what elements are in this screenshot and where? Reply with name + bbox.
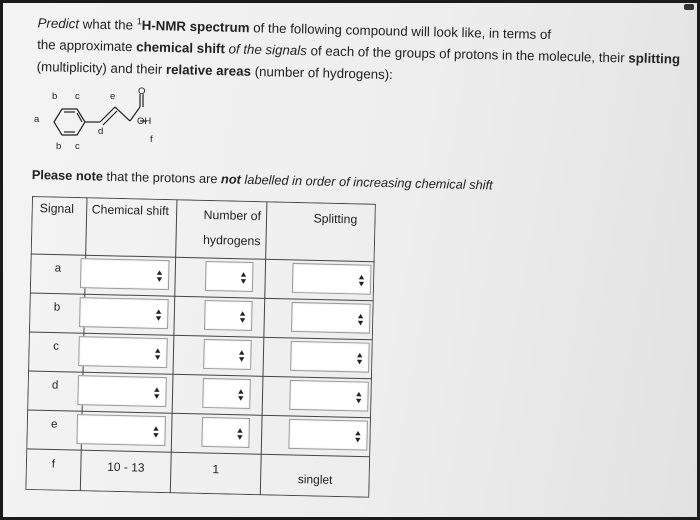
- up-down-arrows-icon: ▴ ▾: [154, 383, 161, 401]
- label-c: c: [75, 91, 80, 102]
- question-text-part: (number of hydrogens):: [250, 64, 394, 83]
- label-d: d: [98, 126, 104, 137]
- header-hydrogens: hydrogens: [202, 232, 261, 249]
- up-down-arrows-icon: ▴ ▾: [155, 344, 162, 362]
- splitting-select-c[interactable]: [290, 341, 370, 373]
- row-signal-a: a: [54, 262, 62, 275]
- up-down-arrows-icon: ▴ ▾: [156, 305, 162, 323]
- superscript-one: 1: [136, 16, 142, 27]
- up-down-arrows-icon: ▴ ▾: [356, 388, 363, 406]
- up-down-arrows-icon: ▴ ▾: [355, 427, 362, 445]
- question-text-part: what the: [78, 16, 137, 33]
- label-e: e: [110, 91, 116, 102]
- note-text: [32, 167, 512, 193]
- cinnamic-acid-structure: [30, 86, 165, 156]
- up-down-arrows-icon: ▴ ▾: [240, 307, 246, 325]
- question-italic-term: of the signals: [224, 41, 308, 59]
- hydrogens-select-a[interactable]: [205, 261, 254, 292]
- header-splitting: Splitting: [313, 211, 358, 227]
- up-down-arrows-icon: ▴ ▾: [238, 385, 245, 403]
- question-word-predict: Predict: [37, 15, 80, 32]
- splitting-select-a[interactable]: [292, 263, 372, 295]
- question-text-part: (multiplicity) and their: [36, 59, 167, 78]
- corner-mark: [684, 4, 694, 10]
- header-signal: Signal: [39, 201, 75, 216]
- note-bold: Please note: [31, 167, 104, 184]
- hydrogens-select-b[interactable]: [204, 300, 253, 331]
- header-chemical-shift: Chemical shift: [91, 202, 170, 219]
- hydrogens-select-d[interactable]: [202, 378, 251, 409]
- label-a: a: [34, 114, 40, 125]
- hydrogens-select-c[interactable]: [203, 339, 252, 370]
- question-bold-term: H-NMR spectrum: [141, 17, 250, 36]
- label-f: f: [150, 134, 153, 145]
- nmr-table: [25, 196, 376, 498]
- question-text-part: of each of the groups of protons in the molecule, their: [306, 43, 629, 66]
- up-down-arrows-icon: ▴ ▾: [239, 346, 246, 364]
- question-text-part: the approximate: [36, 37, 137, 55]
- chemical-shift-select-b[interactable]: [79, 297, 169, 329]
- hydrogens-select-e[interactable]: [201, 417, 250, 448]
- splitting-select-e[interactable]: [288, 419, 368, 451]
- chemical-shift-value-f: 10 - 13: [107, 459, 145, 475]
- splitting-select-d[interactable]: [289, 380, 369, 412]
- label-oh: OH: [137, 116, 152, 127]
- question-bold-term: chemical shift: [136, 39, 226, 57]
- question-bold-term: relative areas: [165, 62, 252, 80]
- row-signal-f: f: [51, 458, 56, 471]
- row-signal-d: d: [51, 379, 59, 392]
- splitting-select-b[interactable]: [291, 302, 371, 334]
- up-down-arrows-icon: ▴ ▾: [153, 422, 160, 440]
- note-italic: labelled in order of increasing chemical shift: [240, 171, 493, 193]
- up-down-arrows-icon: ▴ ▾: [241, 268, 247, 286]
- chemical-shift-select-e[interactable]: [76, 414, 166, 446]
- chemical-shift-select-d[interactable]: [77, 375, 167, 407]
- label-c: c: [75, 141, 80, 152]
- up-down-arrows-icon: ▴ ▾: [157, 266, 163, 284]
- hydrogens-value-f: 1: [212, 462, 220, 477]
- question-text-part: of the following compound will look like, in terms of: [249, 20, 552, 43]
- up-down-arrows-icon: ▴ ▾: [358, 310, 364, 328]
- up-down-arrows-icon: ▴ ▾: [359, 271, 365, 289]
- note-not: not: [220, 171, 242, 187]
- row-signal-c: c: [53, 340, 60, 353]
- label-b: b: [52, 91, 58, 102]
- chemical-shift-select-a[interactable]: [80, 258, 170, 290]
- row-signal-e: e: [50, 418, 58, 431]
- question-bold-term: splitting: [628, 50, 681, 67]
- label-oxygen: O: [138, 86, 146, 97]
- up-down-arrows-icon: ▴ ▾: [357, 349, 364, 367]
- header-number-of: Number of: [203, 207, 262, 224]
- row-signal-b: b: [53, 301, 61, 314]
- label-b: b: [56, 141, 62, 152]
- note-part: that the protons are: [102, 168, 222, 187]
- splitting-value-f: singlet: [297, 472, 333, 487]
- chemical-shift-select-c[interactable]: [78, 336, 168, 368]
- up-down-arrows-icon: ▴ ▾: [237, 424, 244, 442]
- question-text: [36, 8, 687, 93]
